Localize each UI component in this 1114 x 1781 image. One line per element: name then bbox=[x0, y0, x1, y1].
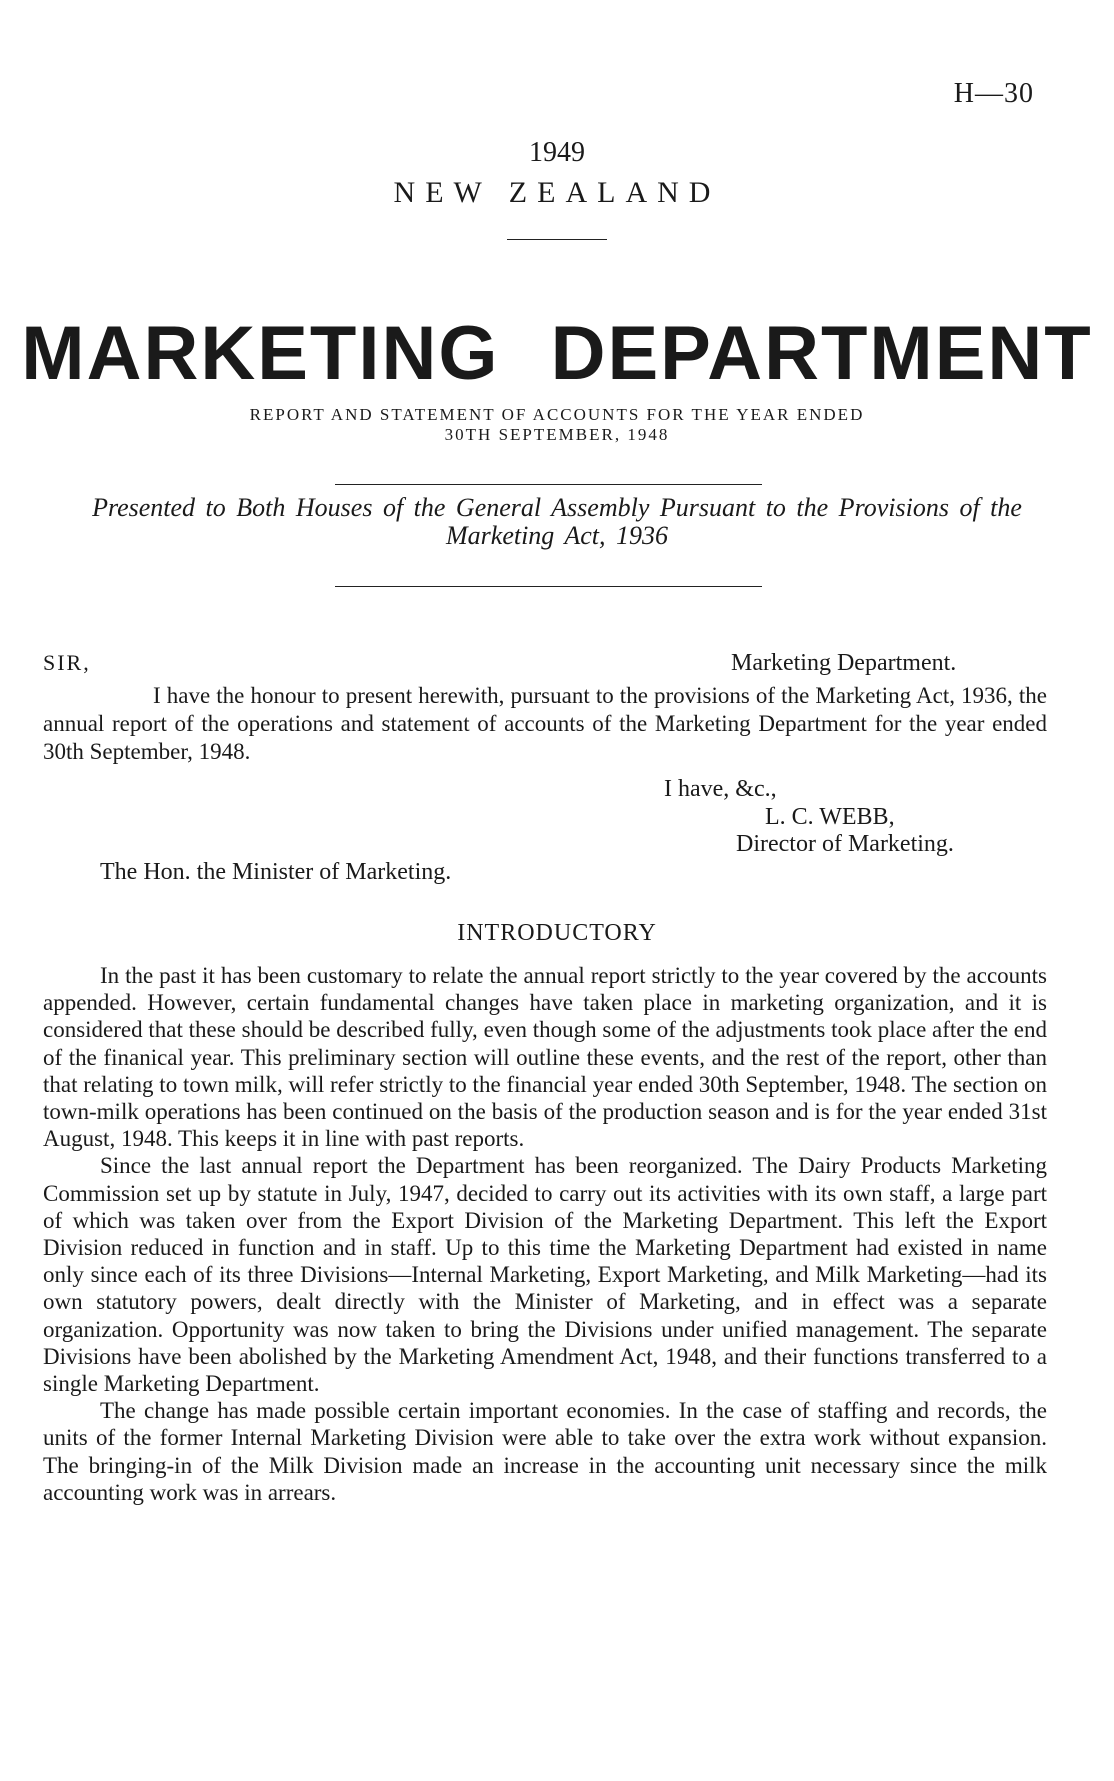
divider-rule bbox=[335, 586, 762, 587]
letter-closing: I have, &c., bbox=[664, 776, 777, 802]
letter-addressee: The Hon. the Minister of Marketing. bbox=[100, 859, 452, 885]
presentation-note bbox=[40, 494, 1074, 550]
letter-body bbox=[43, 682, 1047, 766]
body-paragraph: Since the last annual report the Department has been reorganized. The Dairy Products Marketing Commission set up by statute in July, 1947, decided to carry out its activities with its own staff, a large part of which was taken over from the Export Division of the Marketing Department. This left the Export Division reduced in function and in staff. Up to this time the Marketing Department had existed in name only since each of its three Divisions—Internal Marketing, Export Marketing, and Milk Marketing—had its own statutory powers, dealt directly with the Minister of Marketing, and in effect was a separate organization. Opportunity was now taken to bring the Divisions under unified management. The separate Divisions have been abolished by the Marketing Amendment Act, 1948, and their functions transferred to a single Marketing Department. bbox=[43, 1153, 1047, 1397]
subtitle-line-1: REPORT AND STATEMENT OF ACCOUNTS FOR THE YEAR ENDED bbox=[249, 405, 865, 424]
document-subtitle bbox=[0, 405, 1114, 445]
letter-paragraph: I have the honour to present herewith, pursuant to the provisions of the Marketing Act, 1936, the annual report of the operations and statement of accounts of the Marketing Department for the year ended 30th September, 1948. bbox=[43, 683, 1047, 764]
divider-rule bbox=[507, 239, 607, 240]
divider-rule bbox=[335, 484, 762, 485]
body-paragraph: In the past it has been customary to relate the annual report strictly to the year covered by the accounts appended. However, certain fundamental changes have taken place in marketing organization, and it is considered that these should be described fully, even though some of the adjustments took place after the end of the finanical year. This preliminary section will outline these events, and the rest of the report, other than that relating to town milk, will refer strictly to the financial year ended 30th September, 1948. The section on town-milk operations has been continued on the basis of the production season and is for the year ended 31st August, 1948. This keeps it in line with past reports. bbox=[43, 963, 1047, 1152]
subtitle-line-2: 30TH SEPTEMBER, 1948 bbox=[444, 425, 670, 444]
letter-place: Marketing Department. bbox=[731, 650, 957, 676]
presentation-line-2: Marketing Act, 1936 bbox=[446, 521, 668, 550]
letter-signatory: L. C. WEBB, bbox=[765, 804, 895, 830]
report-year: 1949 bbox=[529, 137, 585, 168]
document-title: MARKETING DEPARTMENT bbox=[21, 311, 1093, 396]
body-paragraph: The change has made possible certain important economies. In the case of staffing and records, the units of the former Internal Marketing Division were able to take over the extra work without expansion. The bringing-in of the Milk Division made an increase in the accounting unit necessary since the milk accounting work was in arrears. bbox=[43, 1398, 1047, 1505]
page-reference: H—30 bbox=[953, 78, 1034, 109]
section-heading: INTRODUCTORY bbox=[457, 920, 657, 946]
introductory-section bbox=[43, 962, 1047, 1506]
presentation-line-1: Presented to Both Houses of the General Assembly Pursuant to the Provisions of the bbox=[92, 493, 1022, 522]
country-name: NEW ZEALAND bbox=[393, 176, 721, 209]
letter-signatory-title: Director of Marketing. bbox=[736, 831, 954, 857]
letter-salutation: SIR, bbox=[43, 650, 91, 675]
